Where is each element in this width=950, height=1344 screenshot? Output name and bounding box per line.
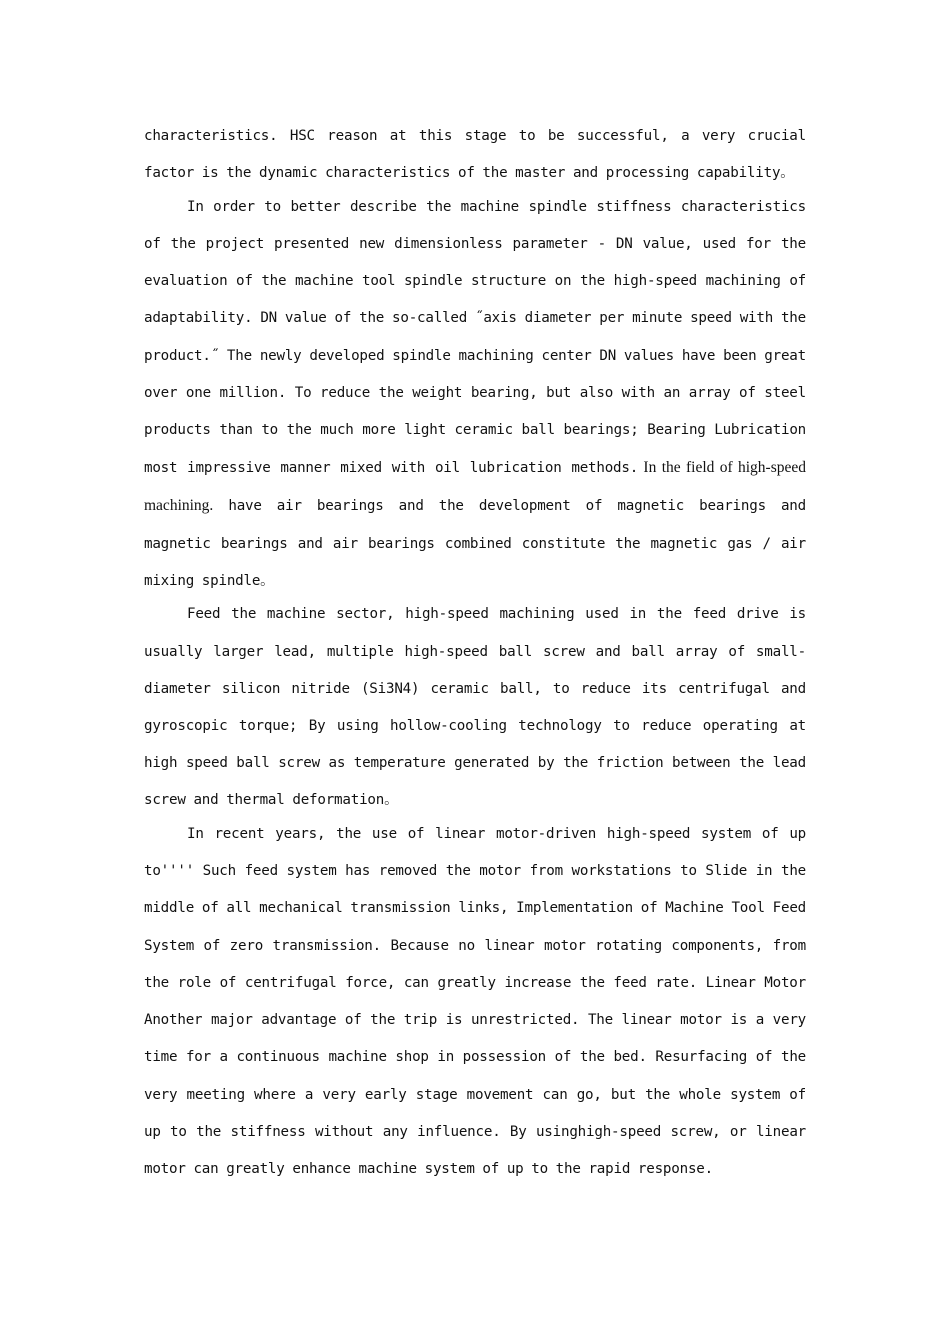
paragraph-2 xyxy=(144,189,806,600)
paragraph-4: In recent years, the use of linear motor-driven high-speed system of up to'''' Such feed system has removed the motor from workstations to Slide in the middle of all mechanical transmission links, Implementation of Machine Tool Feed System of zero transmission. Because no linear motor rotating components, from the role of centrifugal force, can greatly increase the feed rate. Linear Motor Another major advantage of the trip is unrestricted. The linear motor is a very time for a continuous machine shop in possession of the bed. Resurfacing of the very meeting where a very early stage movement can go, but the whole system of up to the stiffness without any influence. By usinghigh-speed screw, or linear motor can greatly enhance machine system of up to the rapid response. xyxy=(144,826,806,1177)
paragraph-1: characteristics. HSC reason at this stage to be successful, a very crucial factor is the dynamic characteristics of the master and processing capability。 xyxy=(144,128,806,182)
paragraph-2-text-end: have air bearings and the development of magnetic bearings and magnetic bearings and air bearings combined constitute the magnetic gas / air mixing spindle。 xyxy=(144,498,806,589)
body-text xyxy=(144,118,806,1185)
paragraph-3: Feed the machine sector, high-speed machining used in the feed drive is usually larger lead, multiple high-speed ball screw and ball array of small-diameter silicon nitride (Si3N4) ceramic ball, to reduce its centrifugal and gyroscopic torque; By using hollow-cooling technology to reduce operating at high speed ball screw as temperature generated by the friction between the lead screw and thermal deformation。 xyxy=(144,606,806,809)
paragraph-2-serif-run: In the field of high-speed machining. xyxy=(144,459,806,515)
paragraph-2-text-start: In order to better describe the machine spindle stiffness characteristics of the project presented new dimensionless parameter - DN value, used for the evaluation of the machine tool spindle structure on the high-speed machining of adaptability. DN value of the so-called ˝axis diameter per minute speed with the product.˝ The newly developed spindle machining center DN values have been great over one million. To reduce the weight bearing, but also with an array of steel products than to the much more light ceramic ball bearings; Bearing Lubrication most impressive manner mixed with oil lubrication methods. xyxy=(144,198,806,477)
